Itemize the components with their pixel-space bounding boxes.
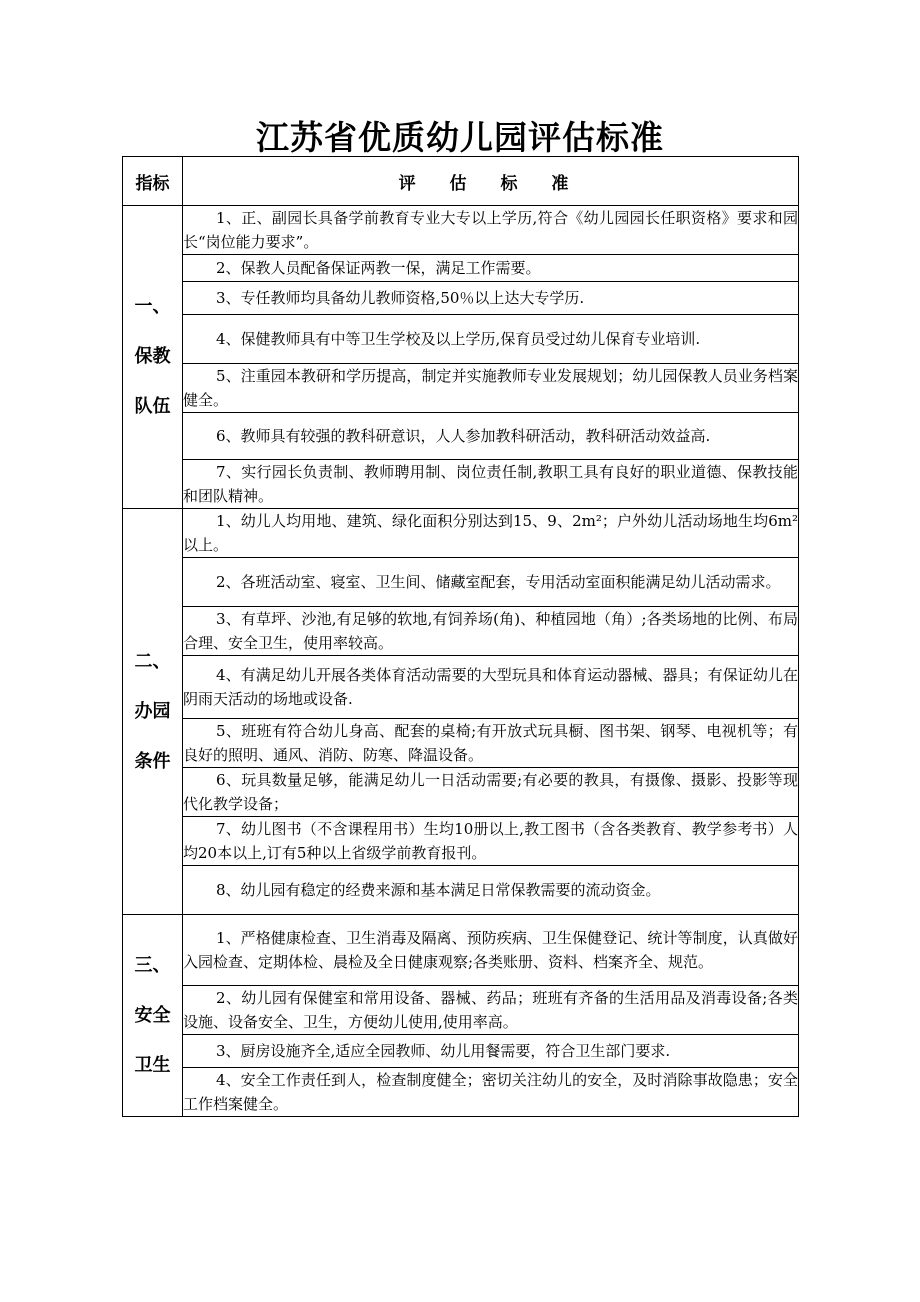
table-row	[123, 206, 799, 255]
category-label-line1: 安全	[134, 1004, 171, 1026]
criterion-item: 4、有满足幼儿开展各类体育活动需要的大型玩具和体育运动器械、器具；有保证幼儿在阴雨天活动的场地或设备.	[183, 656, 799, 719]
criterion-item: 2、各班活动室、寝室、卫生间、储藏室配套，专用活动室面积能满足幼儿活动需求。	[183, 558, 799, 607]
criterion-item: 5、注重园本教研和学历提高，制定并实施教师专业发展规划；幼儿园保教人员业务档案健全。	[183, 364, 799, 413]
category-label-line1: 保教	[134, 346, 171, 367]
category-label-line2: 卫生	[134, 1054, 171, 1076]
criterion-item: 5、班班有符合幼儿身高、配套的桌椅;有开放式玩具橱、图书架、钢琴、电视机等；有良好的照明、通风、消防、防寒、降温设备。	[183, 719, 799, 768]
table-row	[123, 656, 799, 719]
criterion-item: 6、玩具数量足够，能满足幼儿一日活动需要;有必要的教具，有摄像、摄影、投影等现代化教学设备；	[183, 768, 799, 817]
category-number: 二、	[134, 650, 171, 672]
criterion-item: 2、保教人员配备保证两教一保，满足工作需要。	[183, 255, 799, 282]
criterion-item: 1、幼儿人均用地、建筑、绿化面积分别达到15、9、2m²；户外幼儿活动场地生均6m²以上。	[183, 509, 799, 558]
criterion-item: 8、幼儿园有稳定的经费来源和基本满足日常保教需要的流动资金。	[183, 866, 799, 915]
criterion-item: 3、厨房设施齐全,适应全园教师、幼儿用餐需要，符合卫生部门要求.	[183, 1035, 799, 1068]
category-cell-safety	[123, 915, 183, 1117]
criterion-item: 2、幼儿园有保健室和常用设备、器械、药品；班班有齐备的生活用品及消毒设备;各类设施、设备安全、卫生，方便幼儿使用,使用率高。	[183, 986, 799, 1035]
category-label-line2: 队伍	[134, 396, 171, 417]
criterion-item: 6、教师具有较强的教科研意识，人人参加教科研活动，教科研活动效益高.	[183, 413, 799, 460]
table-row	[123, 768, 799, 817]
criterion-item: 1、严格健康检查、卫生消毒及隔离、预防疾病、卫生保健登记、统计等制度，认真做好入园检查、定期体检、晨检及全日健康观察;各类账册、资料、档案齐全、规范。	[183, 915, 799, 986]
table-row	[123, 1035, 799, 1068]
table-row	[123, 866, 799, 915]
table-row	[123, 915, 799, 986]
table-row	[123, 255, 799, 282]
category-number: 三、	[134, 954, 171, 976]
category-cell-staff	[123, 206, 183, 509]
category-label-line1: 办园	[134, 700, 171, 722]
page-title: 江苏省优质幼儿园评估标准	[256, 118, 664, 157]
table-row	[123, 817, 799, 866]
category-number: 一、	[134, 296, 171, 317]
table-row	[123, 460, 799, 509]
table-row	[123, 364, 799, 413]
evaluation-table	[122, 156, 799, 1117]
table-row	[123, 509, 799, 558]
criterion-item: 3、专任教师均具备幼儿教师资格,50％以上达大专学历.	[183, 282, 799, 315]
criterion-item: 4、安全工作责任到人，检查制度健全；密切关注幼儿的安全，及时消除事故隐患；安全工作档案健全。	[183, 1068, 799, 1117]
header-indicator: 指标	[123, 157, 183, 206]
header-standard: 评 估 标 准	[183, 157, 799, 206]
category-cell-conditions	[123, 509, 183, 915]
table-row	[123, 986, 799, 1035]
table-row	[123, 282, 799, 315]
table-row	[123, 607, 799, 656]
criterion-item: 7、实行园长负责制、教师聘用制、岗位责任制,教职工具有良好的职业道德、保教技能和团队精神。	[183, 460, 799, 509]
criterion-item: 1、正、副园长具备学前教育专业大专以上学历,符合《幼儿园园长任职资格》要求和园长“岗位能力要求”。	[183, 206, 799, 255]
criterion-item: 7、幼儿图书（不含课程用书）生均10册以上,教工图书（含各类教育、教学参考书）人均20本以上,订有5种以上省级学前教育报刊。	[183, 817, 799, 866]
table-row	[123, 719, 799, 768]
table-row	[123, 558, 799, 607]
table-row	[123, 1068, 799, 1117]
table-row	[123, 413, 799, 460]
criterion-item: 4、保健教师具有中等卫生学校及以上学历,保育员受过幼儿保育专业培训.	[183, 315, 799, 364]
table-header-row	[123, 157, 799, 206]
table-row	[123, 315, 799, 364]
category-label-line2: 条件	[134, 750, 171, 772]
criterion-item: 3、有草坪、沙池,有足够的软地,有饲养场(角)、种植园地（角）;各类场地的比例、布局合理、安全卫生，使用率较高。	[183, 607, 799, 656]
